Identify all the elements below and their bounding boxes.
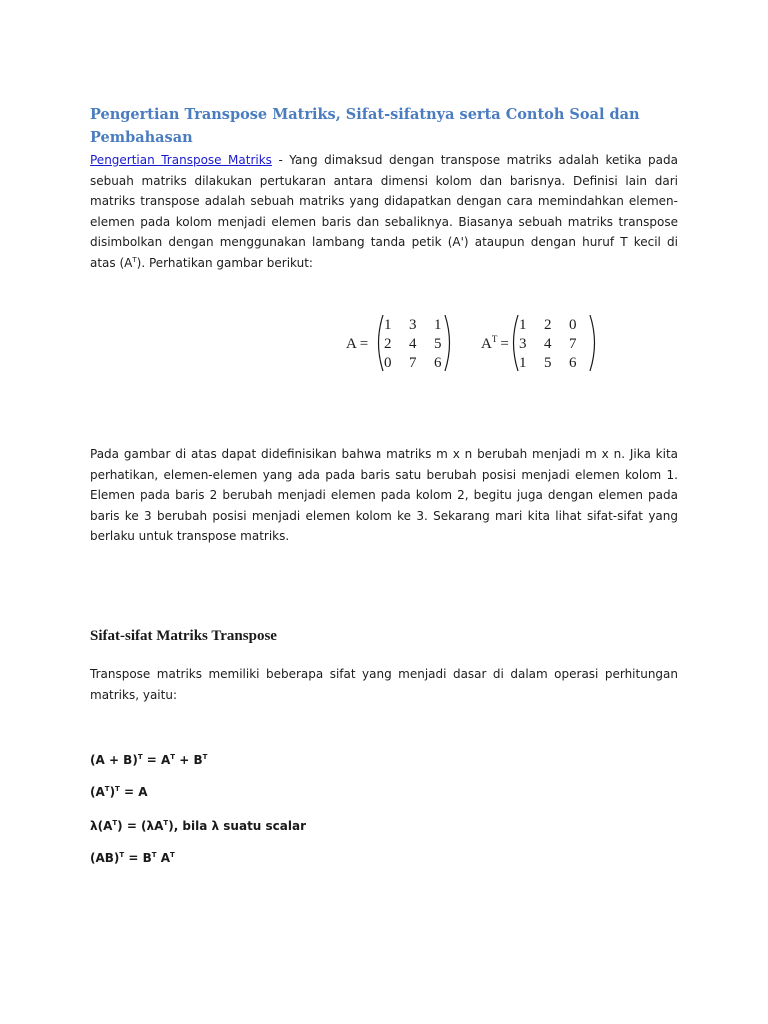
matrix-a-cell: 0 (384, 355, 392, 371)
property-formula: $\lambda(A^T) = (\lambda A^T)$, bila λ suatu scalar (90, 819, 307, 833)
property-formula: $(A + B)^T = A^T + B^T$ (90, 753, 208, 767)
article-title: Pengertian Transpose Matriks, Sifat-sifatnya serta Contoh Soal dan Pembahasan (90, 106, 640, 146)
matrix-a-right-bracket (445, 315, 450, 371)
matrix-a-cell: 4 (409, 336, 417, 352)
matrix-at-right-bracket (590, 315, 595, 371)
matrix-a-cell: 1 (384, 317, 392, 333)
matrix-at-cell: 6 (569, 355, 577, 371)
matrix-a-cell: 6 (434, 355, 442, 371)
matrix-a-label: A = (346, 336, 369, 352)
matrix-at-cell: 1 (519, 355, 527, 371)
matrix-at-cell: 3 (519, 336, 527, 352)
property-formula: $(AB)^T = B^T$ $A^T$ (90, 851, 175, 865)
matrix-a-cell: 3 (409, 317, 417, 333)
matrix-at-cell: 2 (544, 317, 552, 333)
matrix-at-left-bracket (514, 315, 519, 371)
intro-superscript: T (132, 255, 137, 264)
intro-text-a: - Yang dimaksud dengan transpose matriks adalah ketika pada sebuah matriks dilakukan pertukaran antara dimensi kolom dan barisnya. Definisi lain dari matriks transpose adalah sebuah matriks yang didapatkan dengan cara memindahkan elemen-elemen pada kolom menjadi elemen baris dan sebaliknya. Biasanya sebuah matriks transpose disimbolkan dengan menggunakan lambang tanda petik (A') ataupun dengan huruf T kecil di atas (A (90, 153, 678, 270)
matrix-a-cell: 1 (434, 317, 442, 333)
matrix-a-cell: 5 (434, 336, 442, 352)
intro-text-b: ). Perhatikan gambar berikut: (136, 255, 313, 270)
matrix-a-cell: 2 (384, 336, 392, 352)
intro-paragraph (90, 150, 678, 273)
matrix-at-cell: 7 (569, 336, 577, 352)
matrix-at-cell: 5 (544, 355, 552, 371)
matrix-at-cell: 0 (569, 317, 577, 333)
matrix-a-left-bracket (379, 315, 384, 371)
section-heading: Sifat-sifat Matriks Transpose (90, 628, 277, 644)
section-intro-paragraph: Transpose matriks memiliki beberapa sifat yang menjadi dasar di dalam operasi perhitungan matriks, yaitu: (90, 667, 678, 702)
matrix-figure (346, 312, 606, 374)
matrix-a-cell: 7 (409, 355, 417, 371)
matrix-at-cell: 1 (519, 317, 527, 333)
intro-link[interactable]: Pengertian Transpose Matriks (90, 153, 272, 167)
property-formula: $(A^T)^T = A$ (90, 785, 148, 799)
explanation-paragraph: Pada gambar di atas dapat didefinisikan bahwa matriks m x n berubah menjadi m x n. Jika kita perhatikan, elemen-elemen yang ada pada baris satu berubah posisi menjadi elemen kolom 1. Elemen pada baris 2 berubah menjadi elemen pada kolom 2, begitu juga dengan elemen pada baris ke 3 berubah posisi menjadi elemen kolom ke 3. Sekarang mari kita lihat sifat-sifat yang berlaku untuk transpose matriks. (90, 447, 678, 543)
matrix-at-label: $A^T$ = (481, 334, 509, 352)
matrix-at-cell: 4 (544, 336, 552, 352)
